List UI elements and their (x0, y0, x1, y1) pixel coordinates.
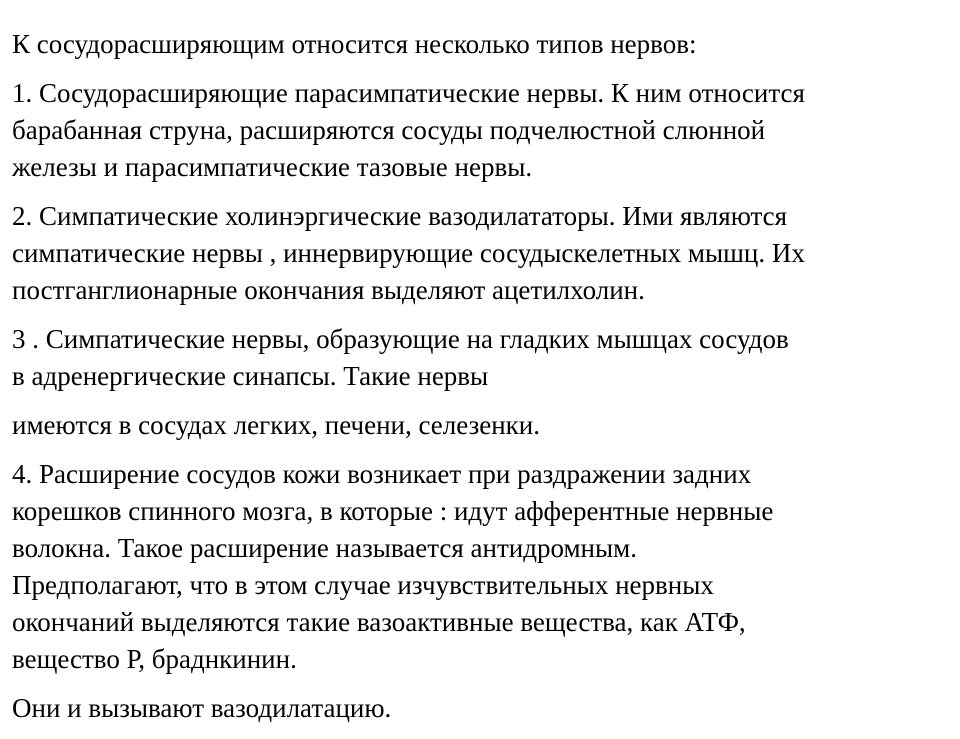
text-line: железы и парасимпатические тазовые нервы. (12, 152, 533, 182)
paragraph-1 (12, 75, 952, 186)
text-line: 4. Расширение сосудов кожи возникает при раздражении задних (12, 459, 752, 489)
text-line: вещество Р, браднкинин. (12, 644, 297, 674)
paragraph-5 (12, 690, 952, 727)
text-line: в адренергические синапсы. Такие нервы (12, 361, 489, 391)
text-line: К сосудорасширяющим относится несколько типов нервов: (12, 29, 697, 59)
text-line: Они и вызывают вазодилатацию. (12, 693, 392, 723)
text-line: волокна. Такое расширение называется антидромным. (12, 533, 637, 563)
intro-paragraph (12, 26, 952, 63)
text-line: Предполагают, что в этом случае изчувствительных нервных (12, 570, 714, 600)
text-line: 3 . Симпатические нервы, образующие на гладких мышцах сосудов (12, 324, 789, 354)
text-line: окончаний выделяются такие вазоактивные вещества, как АТФ, (12, 607, 746, 637)
paragraph-4 (12, 456, 952, 678)
text-line: 2. Симпатические холинэргические вазодилататоры. Ими являются (12, 201, 788, 231)
text-line: барабанная струна, расширяются сосуды подчелюстной слюнной (12, 115, 766, 145)
paragraph-2 (12, 198, 952, 309)
paragraph-3-continuation (12, 407, 952, 444)
paragraph-3 (12, 321, 952, 395)
text-line: симпатические нервы , иннервирующие сосудыскелетных мышц. Их (12, 238, 805, 268)
text-line: корешков спинного мозга, в которые : идут афферентные нервные (12, 496, 774, 526)
text-line: 1. Сосудорасширяющие парасимпатические нервы. К ним относится (12, 78, 805, 108)
text-line: имеются в сосудах легких, печени, селезенки. (12, 410, 540, 440)
text-line: постганглионарные окончания выделяют ацетилхолин. (12, 275, 645, 305)
slide-text-body (12, 26, 952, 739)
